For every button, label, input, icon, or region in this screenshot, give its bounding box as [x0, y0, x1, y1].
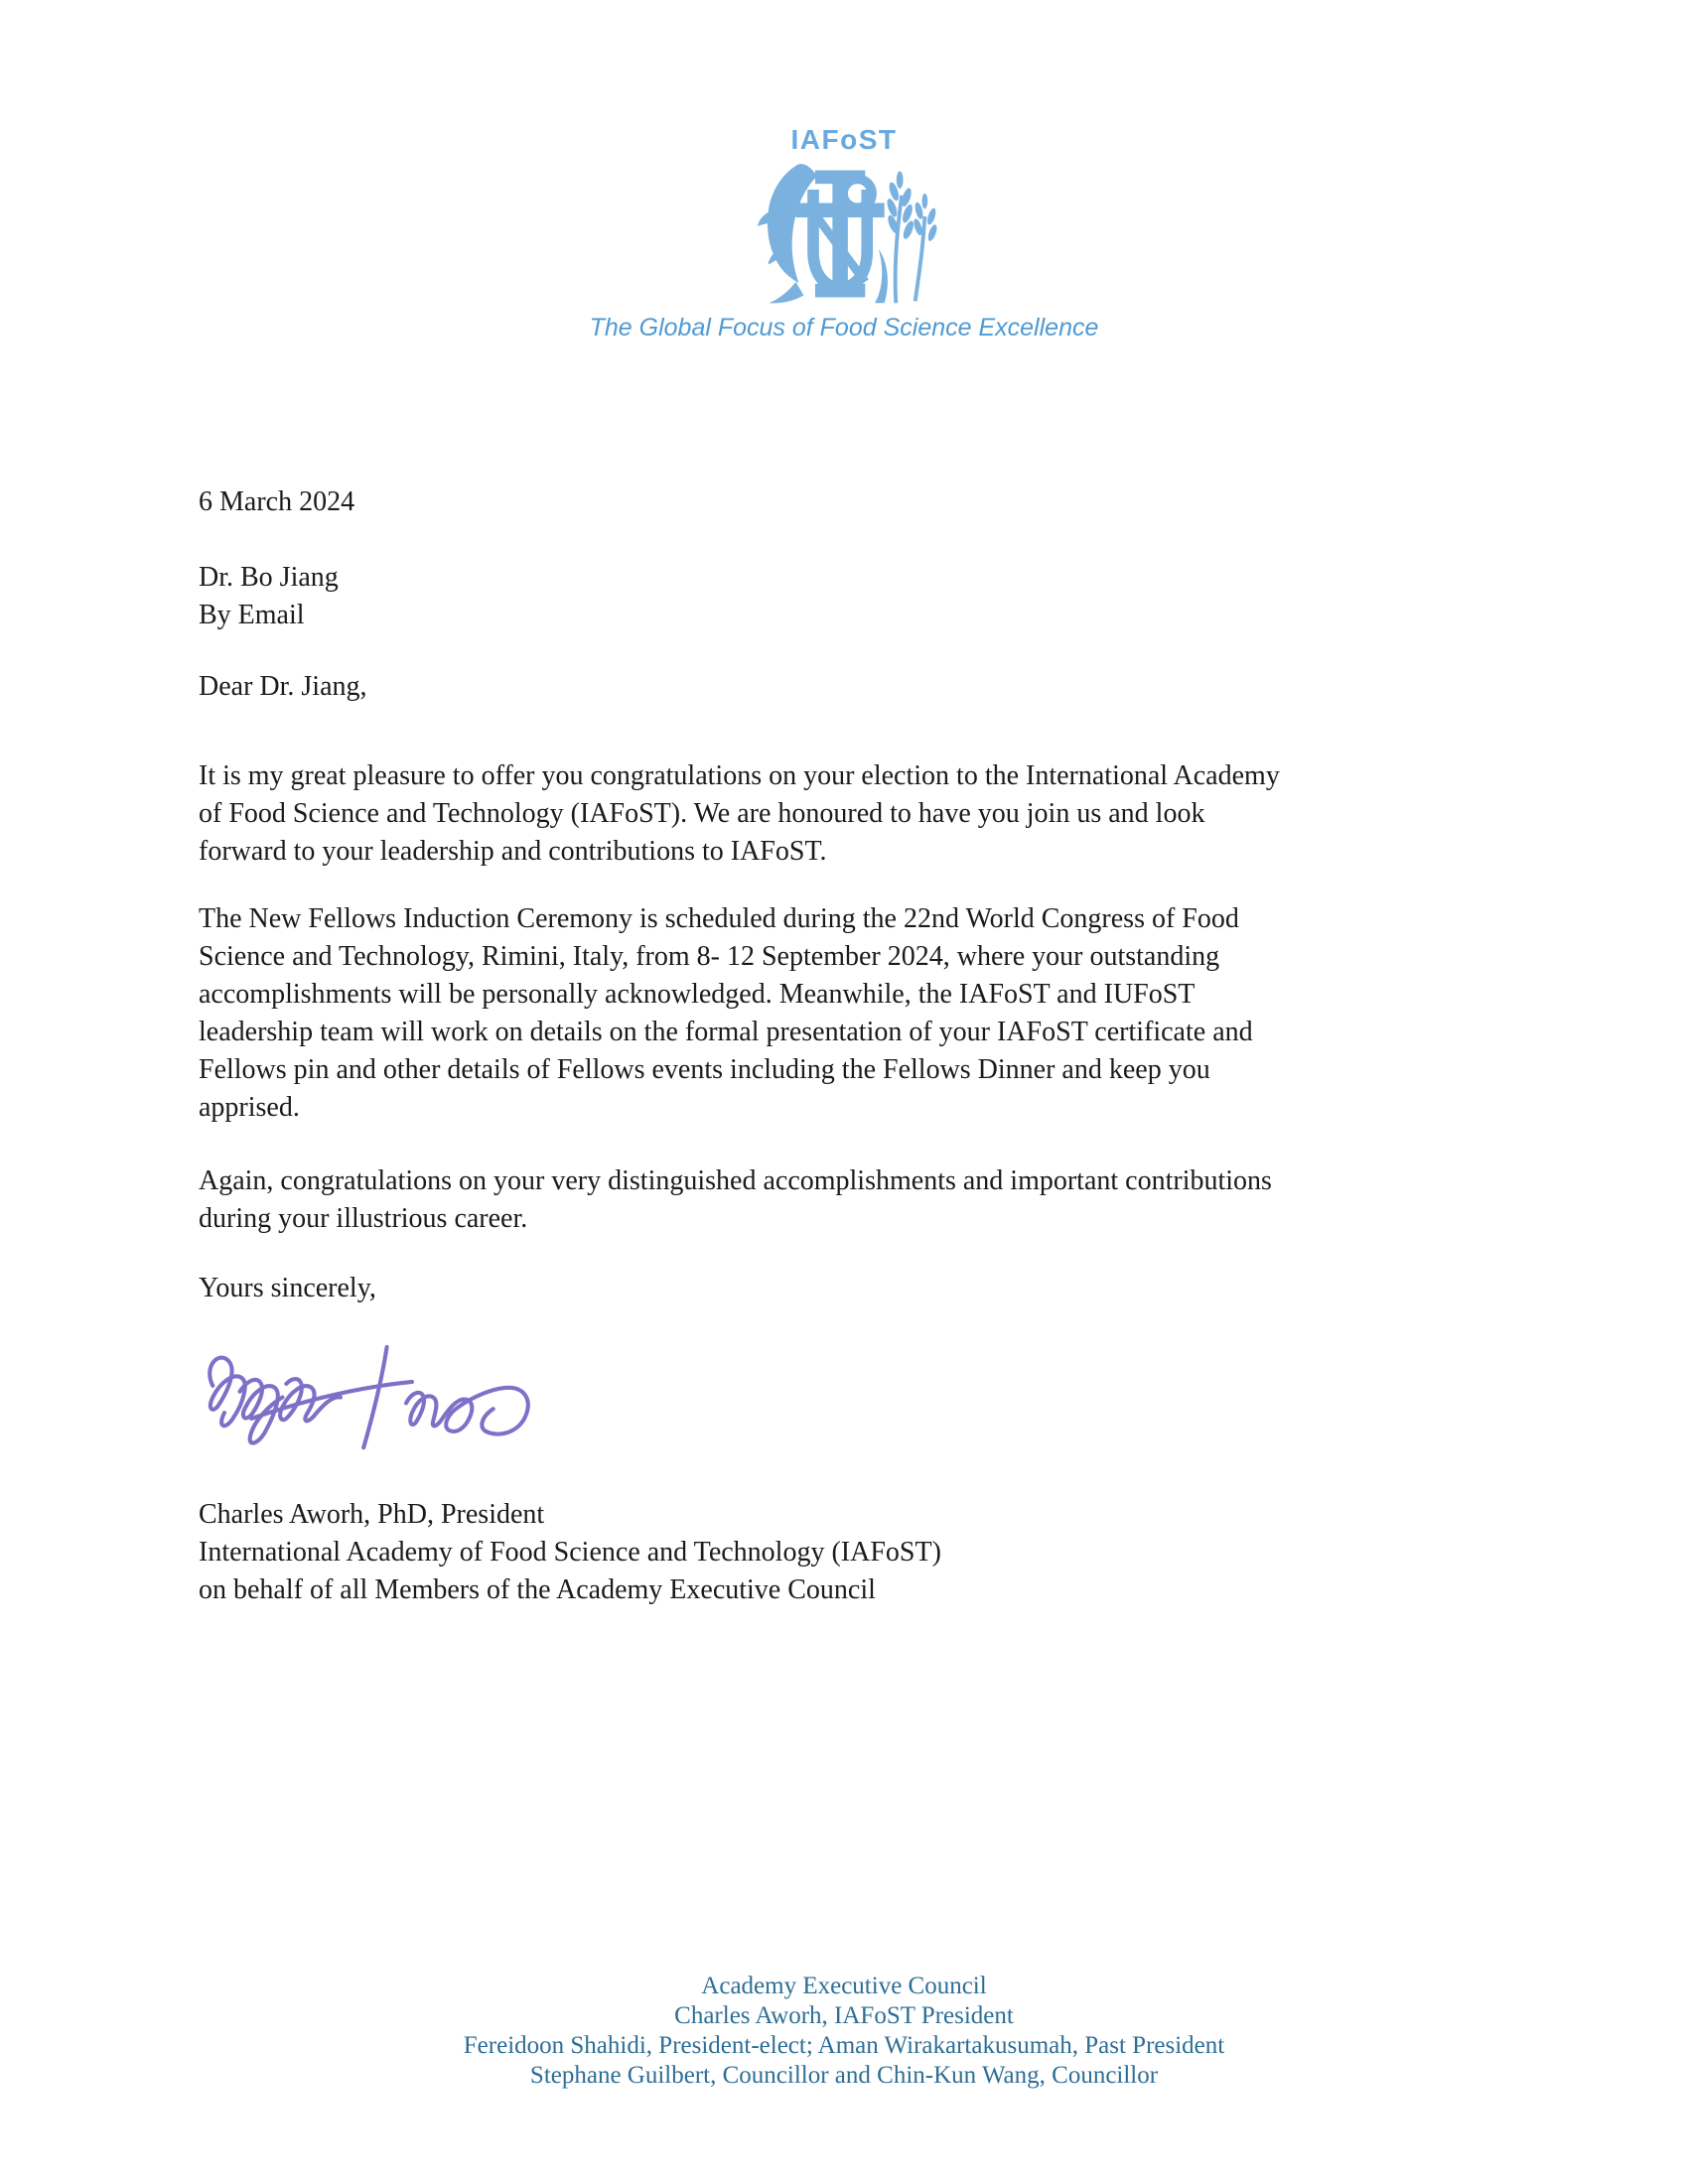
signer-organization: International Academy of Food Science and Technology (IAFoST) — [199, 1537, 941, 1568]
signer-name-title: Charles Aworh, PhD, President — [199, 1499, 545, 1530]
wheat-icon — [875, 172, 938, 304]
body-paragraph — [199, 900, 1499, 1127]
body-paragraph — [199, 1162, 1499, 1238]
delivery-method: By Email — [199, 600, 305, 630]
signer-block — [199, 1496, 1499, 1609]
paragraph-line: leadership team will work on details on the formal presentation of your IAFoST certificate and — [199, 1017, 1253, 1047]
paragraph-line: forward to your leadership and contributions to IAFoST. — [199, 836, 827, 867]
footer-line: Fereidoon Shahidi, President-elect; Aman Wirakartakusumah, Past President — [463, 2032, 1225, 2059]
recipient-block — [199, 559, 1499, 634]
logo-tagline: The Global Focus of Food Science Excellence — [589, 314, 1099, 341]
paragraph-line: during your illustrious career. — [199, 1203, 528, 1234]
handwritten-signature-icon — [193, 1343, 550, 1454]
paragraph-line: apprised. — [199, 1092, 300, 1123]
recipient-name: Dr. Bo Jiang — [199, 562, 339, 593]
footer-line: Charles Aworh, IAFoST President — [674, 2002, 1014, 2029]
letter-body — [199, 344, 1499, 1609]
letterhead — [0, 0, 1688, 344]
logo-wordmark: IAFoST — [790, 124, 898, 155]
paragraph-line: Science and Technology, Rimini, Italy, from 8- 12 September 2024, where your outstanding — [199, 941, 1220, 972]
letter-date: 6 March 2024 — [199, 486, 355, 517]
paragraph-line: Again, congratulations on your very distinguished accomplishments and important contributions — [199, 1165, 1272, 1196]
salutation: Dear Dr. Jiang, — [199, 671, 367, 702]
paragraph-line: Fellows pin and other details of Fellows events including the Fellows Dinner and keep you — [199, 1054, 1210, 1085]
footer — [0, 1972, 1688, 2091]
signer-on-behalf: on behalf of all Members of the Academy Executive Council — [199, 1574, 876, 1605]
paragraph-line: accomplishments will be personally acknowledged. Meanwhile, the IAFoST and IUFoST — [199, 979, 1196, 1010]
body-paragraph — [199, 757, 1499, 871]
footer-line: Academy Executive Council — [701, 1973, 987, 1999]
iufost-monogram-icon — [796, 171, 885, 298]
paragraph-line: The New Fellows Induction Ceremony is scheduled during the 22nd World Congress of Food — [199, 903, 1239, 934]
paragraph-line: of Food Science and Technology (IAFoST). We are honoured to have you join us and look — [199, 798, 1205, 829]
closing: Yours sincerely, — [199, 1273, 376, 1303]
footer-line: Stephane Guilbert, Councillor and Chin-Kun Wang, Councillor — [529, 2062, 1159, 2089]
iafost-logo-emblem — [747, 157, 941, 311]
paragraph-line: It is my great pleasure to offer you congratulations on your election to the International Academy — [199, 760, 1280, 791]
